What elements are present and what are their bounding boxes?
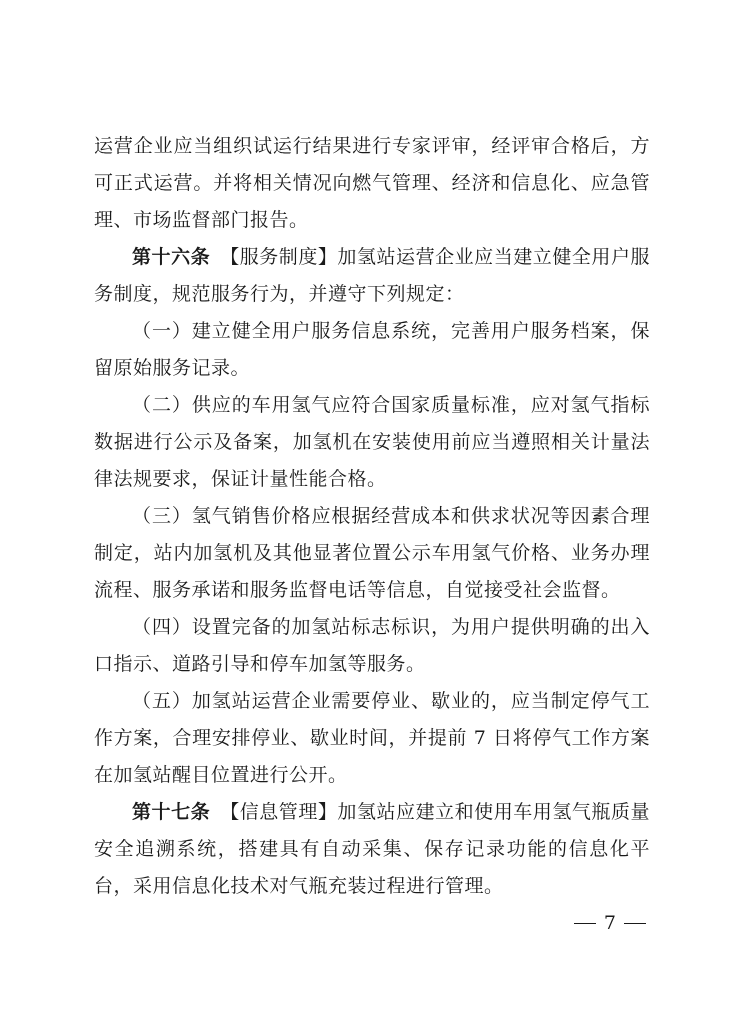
article-number: 第十六条: [132, 246, 211, 268]
paragraph-text: （三）氢气销售价格应根据经营成本和供求状况等因素合理制定，站内加氢机及其他显著位置公示车用氢气价格、业务办理流程、服务承诺和服务监督电话等信息，自觉接受社会监督。: [94, 505, 650, 601]
article-16-paragraph: [94, 239, 650, 313]
clause-3-paragraph: [94, 498, 650, 609]
footer-dash-right: [624, 923, 646, 924]
clause-5-paragraph: [94, 683, 650, 794]
paragraph-text: 【服务制度】加氢站运营企业应当建立健全用户服务制度，规范服务行为，并遵守下列规定：: [94, 246, 650, 305]
paragraph-text: （四）设置完备的加氢站标志标识，为用户提供明确的出入口指示、道路引导和停车加氢等服务。: [94, 616, 650, 675]
footer-dash-left: [574, 923, 596, 924]
page-number: 7: [603, 912, 616, 934]
paragraph-text: 运营企业应当组织试运行结果进行专家评审，经评审合格后，方可正式运营。并将相关情况向燃气管理、经济和信息化、应急管理、市场监督部门报告。: [94, 135, 650, 231]
clause-1-paragraph: [94, 313, 650, 387]
paragraph-text: （一）建立健全用户服务信息系统，完善用户服务档案，保留原始服务记录。: [94, 320, 650, 379]
article-17-paragraph: [94, 794, 650, 905]
article-number: 第十七条: [132, 801, 211, 823]
paragraph-text: （二）供应的车用氢气应符合国家质量标准，应对氢气指标数据进行公示及备案，加氢机在安装使用前应当遵照相关计量法律法规要求，保证计量性能合格。: [94, 394, 650, 490]
page-footer: [574, 912, 646, 934]
paragraph-text: （五）加氢站运营企业需要停业、歇业的，应当制定停气工作方案，合理安排停业、歇业时间，并提前 7 日将停气工作方案在加氢站醒目位置进行公开。: [94, 690, 650, 786]
clause-4-paragraph: [94, 609, 650, 683]
paragraph-text: 【信息管理】加氢站应建立和使用车用氢气瓶质量安全追溯系统，搭建具有自动采集、保存记录功能的信息化平台，采用信息化技术对气瓶充装过程进行管理。: [94, 801, 650, 897]
clause-2-paragraph: [94, 387, 650, 498]
document-body: [94, 128, 650, 905]
paragraph-continuation: [94, 128, 650, 239]
